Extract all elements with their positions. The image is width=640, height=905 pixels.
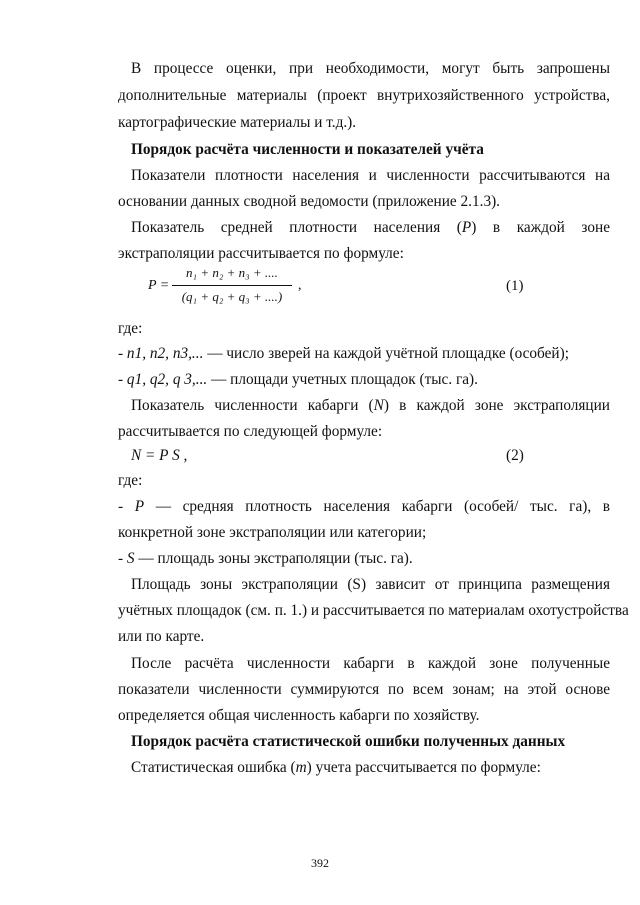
- definition-line: - S — площадь зоны экстраполяции (тыс. га).: [118, 550, 413, 567]
- paragraph-line: Статистическая ошибка (m) учета рассчитывается по формуле:: [131, 759, 541, 776]
- formula-numerator: n₁ + n₂ + n₃ + ....: [186, 265, 278, 280]
- paragraph-line: дополнительные материалы (проект внутрихозяйственного устройства,: [118, 87, 610, 104]
- definition-line: - q1, q2, q 3,... — площади учетных площадок (тыс. га).: [118, 371, 478, 388]
- paragraph-line: В процессе оценки, при необходимости, могут быть запрошены: [131, 60, 610, 77]
- paragraph-line: определяется общая численность кабарги по хозяйству.: [118, 707, 480, 724]
- paragraph-line: Показатель средней плотности населения (P) в каждой зоне: [131, 219, 611, 236]
- paragraph-line: экстраполяции рассчитывается по формуле:: [118, 245, 404, 262]
- page-number: 392: [311, 856, 329, 870]
- formula-denominator: (q₁ + q₂ + q₃ + ....): [181, 289, 283, 304]
- fraction-bar: [172, 285, 292, 286]
- paragraph-line: После расчёта численности кабарги в каждой зоне полученные: [131, 655, 610, 672]
- definition-line: - P — средняя плотность населения кабарги (особей/ тыс. га), в: [118, 498, 610, 515]
- where-label: где:: [118, 320, 143, 337]
- definition-line: конкретной зоне экстраполяции или категории;: [118, 524, 427, 541]
- paragraph-line: рассчитывается по следующей формуле:: [118, 423, 383, 440]
- section-heading: Порядок расчёта численности и показателей учёта: [131, 141, 484, 158]
- formula-number: (2): [506, 447, 524, 464]
- paragraph-line: основании данных сводной ведомости (приложение 2.1.3).: [118, 193, 501, 210]
- paragraph-line: картографические материалы и т.д.).: [118, 114, 357, 131]
- formula-lhs: P =: [148, 278, 170, 293]
- paragraph-line: Показатели плотности населения и численности рассчитываются на: [131, 167, 610, 184]
- paragraph-line: учётных площадок (см. п. 1.) и рассчитывается по материалам охотустройства: [118, 602, 629, 619]
- formula-abundance: N = P S ,: [131, 447, 188, 464]
- paragraph-line: Показатель численности кабарги (N) в каждой зоне экстраполяции: [131, 397, 610, 414]
- formula-density: [148, 265, 618, 311]
- paragraph-line: показатели численности суммируются по всем зонам; на этой основе: [118, 681, 610, 698]
- formula-comma: ,: [298, 278, 302, 293]
- definition-line: - n1, n2, n3,... — число зверей на каждой учётной площадке (особей);: [118, 345, 569, 362]
- where-label: где:: [118, 472, 143, 489]
- paragraph-line: Площадь зоны экстраполяции (S) зависит от принципа размещения: [131, 576, 610, 593]
- formula-number: (1): [506, 278, 524, 294]
- section-heading: Порядок расчёта статистической ошибки полученных данных: [131, 733, 566, 750]
- paragraph-line: или по карте.: [118, 628, 205, 645]
